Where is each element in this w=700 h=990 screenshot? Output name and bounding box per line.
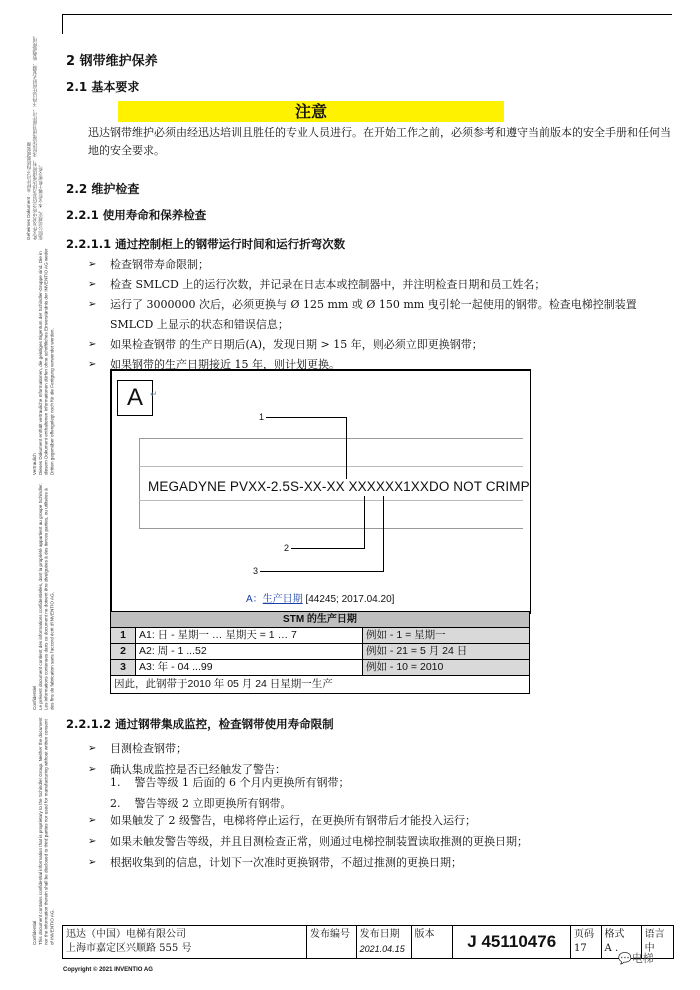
arrow-bullet-icon: ➢ xyxy=(88,857,97,868)
numbered-warning-list xyxy=(110,772,349,814)
list-item: ➢ 如果触发了 2 级警告，电梯将停止运行，在更换所有钢带后才能投入运行； xyxy=(88,810,678,831)
figure-label-box: A xyxy=(117,380,153,416)
list-item: ➢ 运行了 3000000 次后，必须更换与 Ø 125 mm 或 Ø 150 mm 曳引轮一起使用的钢带。检查电梯控制装置 SMLCD 上显示的状态和错误信息； xyxy=(88,295,678,335)
list-item: ➢ 如果检查钢带 的生产日期后(A)，发现日期 > 15 年，则必须立即更换钢带； xyxy=(88,335,678,355)
section-heading: 2 钢带维护保养 xyxy=(66,54,158,69)
sidebar-block-chinese: Geheimes Dokument · 未经许可不得转载或复制 此文件及其中所含信息为迅达集团所有。未经迅达集团书面许可，不得以任何形式复制、转载或使用。 依照公司规定，本文件属于机密文件。 xyxy=(26,33,43,240)
footer-document-number: J 45110476 xyxy=(453,926,571,959)
chat-bubble-icon: 💬 xyxy=(618,952,632,965)
watermark: 💬电梯 xyxy=(618,952,654,965)
subsection-heading-basic: 2.1 基本要求 xyxy=(66,80,140,94)
document-footer xyxy=(62,925,674,959)
heading-service-life: 2.2.1 使用寿命和保养检查 xyxy=(66,208,207,222)
footer-issue-no: 发布编号 xyxy=(307,926,357,959)
return-arrow-icon: ↵ xyxy=(150,390,158,400)
callout-label-2: 2 xyxy=(284,543,290,553)
list-item: ➢ 确认集成监控是否已经触发了警告： xyxy=(88,759,678,780)
callout-label-1: 1 xyxy=(259,412,265,422)
heading-integrated-monitoring: 2.2.1.2 通过钢带集成监控，检查钢带使用寿命限制 xyxy=(66,717,334,731)
arrow-bullet-icon: ➢ xyxy=(88,339,97,350)
callout-leader-line xyxy=(266,417,347,418)
footer-language: 语言 中 xyxy=(641,926,673,959)
callout-leader-line xyxy=(383,496,384,572)
belt-bottom-edge xyxy=(139,528,523,529)
table-row: 1 A1: 日 - 星期一 … 星期天 = 1 … 7 例如 - 1 = 星期一 xyxy=(111,628,530,644)
subsection-heading-check: 2.2 维护检查 xyxy=(66,182,140,196)
arrow-bullet-icon: ➢ xyxy=(88,259,97,270)
copyright-notice: Copyright © 2021 INVENTIO AG xyxy=(63,967,153,973)
top-rule-stub xyxy=(62,14,63,34)
arrow-bullet-icon: ➢ xyxy=(88,359,97,370)
arrow-bullet-icon: ➢ xyxy=(88,815,97,826)
figure-caption: A：生产日期 [44245; 2017.04.20] xyxy=(246,594,395,605)
footer-page: 页码 17 xyxy=(571,926,602,959)
footer-version: 版本 xyxy=(411,926,453,959)
basic-requirements-paragraph: 迅达钢带维护必须由经迅达培训且胜任的专业人员进行。在开始工作之前，必须参考和遵守当前版本的安全手册和任何当地的安全要求。 xyxy=(88,126,671,157)
table-row: 2 A2: 周 - 1 ...52 例如 - 21 = 5 月 24 日 xyxy=(111,644,530,660)
table-title: STM 的生产日期 xyxy=(111,612,530,628)
table-row xyxy=(111,676,530,694)
arrow-bullet-icon: ➢ xyxy=(88,836,97,847)
callout-label-3: 3 xyxy=(253,566,259,576)
top-rule xyxy=(62,14,672,15)
footer-company: 迅达（中国）电梯有限公司 上海市嘉定区兴顺路 555 号 xyxy=(63,926,307,959)
bullet-list-replacement xyxy=(88,810,678,873)
callout-leader-line xyxy=(260,571,384,572)
list-item: ➢ 如果钢带的生产日期接近 15 年，则计划更换。 xyxy=(88,355,678,375)
callout-leader-line xyxy=(364,496,365,549)
bullet-list-cabinet xyxy=(88,255,678,375)
belt-left-edge xyxy=(139,438,140,529)
arrow-bullet-icon: ➢ xyxy=(88,743,97,754)
belt-guide-line xyxy=(139,500,523,501)
list-item: 1. 警告等级 1 后面的 6 个月内更换所有钢带； xyxy=(110,776,350,789)
arrow-bullet-icon: ➢ xyxy=(88,279,97,290)
stm-production-date-table xyxy=(110,611,530,694)
table-conclusion: 因此，此钢带于2010 年 05 月 24 日星期一生产 xyxy=(111,676,530,694)
list-item: 2. 警告等级 2 立即更换所有钢带。 xyxy=(110,797,292,810)
notice-banner: 注意 xyxy=(118,101,504,122)
heading-cabinet-runtime: 2.2.1.1 通过控制柜上的钢带运行时间和运行折弯次数 xyxy=(66,237,346,251)
sidebar-block-german: Vertraulich Dieses Dokument enthält vertrauliche Informationen, die geistiges Eigentum der Schindler-Gruppe sind. Die in diesem Dokument enthaltenen Informationen dürfen ohne schriftliches Einverständnis der INVENTIO AG weder Dritten gegenüber offengelegt noch für die Fertigung verwendet werden. xyxy=(32,248,55,475)
arrow-bullet-icon: ➢ xyxy=(88,764,97,775)
sidebar-block-english: Confidential This document contains confidential information that is proprietary to the Schindler Group. Neither the document nor the information therein shall be disclosed to third parties nor used for manufacturing without written consent of INVENTIO AG. xyxy=(32,717,55,945)
table-row: 3 A3: 年 - 04 ...99 例如 - 10 = 2010 xyxy=(111,660,530,676)
list-item: ➢ 检查钢带寿命限制； xyxy=(88,255,678,275)
arrow-bullet-icon: ➢ xyxy=(88,299,97,310)
footer-format: 格式 A . xyxy=(601,926,641,959)
list-item: ➢ 目测检查钢带； xyxy=(88,738,678,759)
callout-leader-line xyxy=(291,548,365,549)
sidebar-block-french: Confidentiel Le présent document contient des informations confidentielles, dont la propriété appartient au groupe Schindler. Les informations contenues dans ce document ne doivent être divulguées à des tierces parties, ou utilisées à des fins de fabrication sans l'accord écrit d'INVENTIO AG. xyxy=(32,483,55,710)
belt-top-edge xyxy=(139,438,523,439)
confidentiality-sidebar xyxy=(2,10,60,970)
list-item: ➢ 检查 SMLCD 上的运行次数，并记录在日志本或控制器中，并注明检查日期和员工姓名； xyxy=(88,275,678,295)
footer-date: 发布日期 2021.04.15 xyxy=(356,926,411,959)
list-item: ➢ 根据收集到的信息，计划下一次准时更换钢带，不超过推测的更换日期； xyxy=(88,852,678,873)
list-item: ➢ 如果未触发警告等级，并且目测检查正常，则通过电梯控制装置读取推测的更换日期； xyxy=(88,831,678,852)
belt-marking-text: MEGADYNE PVXX-2.5S-XX-XX XXXXXX1XXDO NOT CRIMP xyxy=(148,479,530,494)
belt-guide-line xyxy=(139,466,523,467)
callout-leader-line xyxy=(346,417,347,479)
